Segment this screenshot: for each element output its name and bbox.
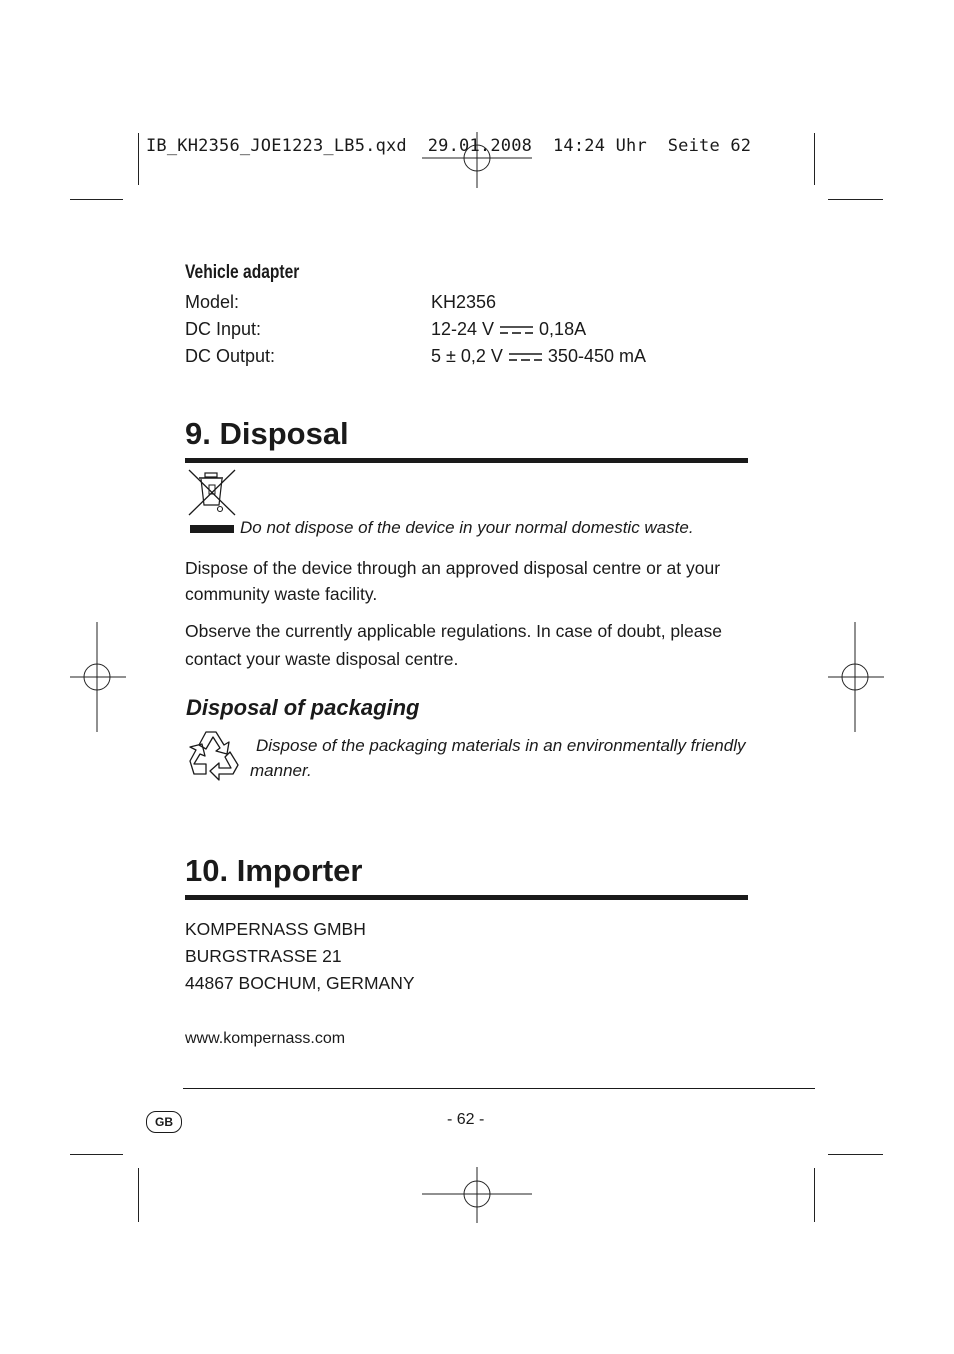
registration-mark-top [422,132,532,192]
spec-label-dc-output: DC Output: [185,346,276,366]
printer-slug: IB_KH2356_JOE1223_LB5.qxd 29.01.2008 14:24 Uhr Seite 62 [146,136,752,156]
disposal-heading: 9. Disposal [185,416,349,451]
spec-label-dc-input: DC Input: [185,319,262,339]
spec-label-model: Model: [185,292,240,312]
importer-street: BURGSTRASSE 21 [185,946,342,966]
disposal-paragraph-2: Observe the currently applicable regulations. In case of doubt, please contact your waste disposal centre. [185,621,722,669]
disposal-note: Do not dispose of the device in your normal domestic waste. [240,518,694,537]
registration-mark-bottom [422,1167,532,1225]
recycling-icon [186,728,242,782]
registration-mark-left [70,622,126,732]
crossed-out-wheelie-bin-icon [187,467,237,535]
disposal-paragraph-1: Dispose of the device through an approved disposal centre or at your community waste facility. [185,558,721,604]
footer-rule [183,1088,815,1089]
spec-value-dc-output: 5 ± 0,2 V 350-450 mA [431,346,646,366]
importer-city: 44867 BOCHUM, GERMANY [185,973,415,993]
packaging-note: Dispose of the packaging materials in an environmentally friendly manner. [250,736,746,780]
registration-mark-right [828,622,884,732]
packaging-heading: Disposal of packaging [186,695,420,720]
importer-heading: 10. Importer [185,853,363,888]
importer-website: www.kompernass.com [185,1030,346,1047]
dc-symbol-icon [509,352,542,362]
country-badge: GB [146,1111,182,1133]
importer-company: KOMPERNASS GMBH [185,919,366,939]
disposal-heading-rule [185,458,748,463]
spec-value-dc-input: 12-24 V 0,18A [431,319,587,339]
spec-value-model: KH2356 [431,292,497,312]
dc-symbol-icon [500,325,533,335]
importer-heading-rule [185,895,748,900]
page-number: - 62 - [447,1111,485,1128]
vehicle-adapter-title: Vehicle adapter [185,262,300,283]
